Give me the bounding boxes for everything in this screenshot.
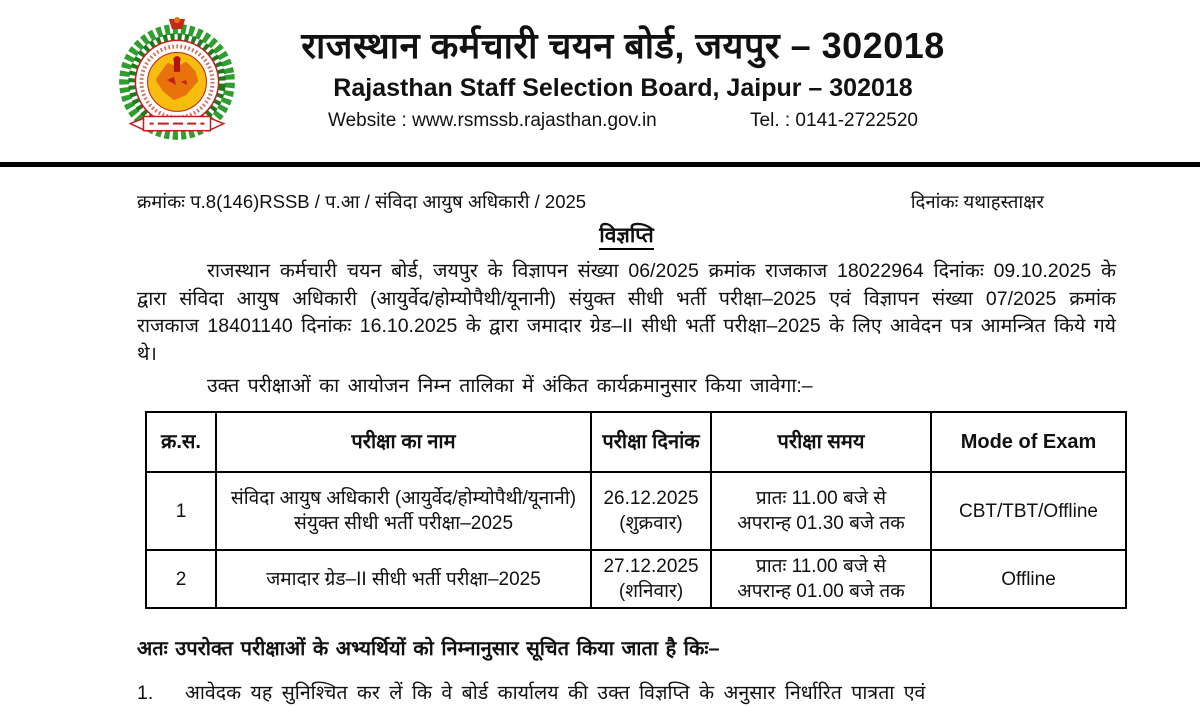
row2-exam-name: जमादार ग्रेड–II सीधी भर्ती परीक्षा–2025 <box>216 550 591 608</box>
table-row <box>146 550 1126 608</box>
website-label: Website : www.rsmssb.rajasthan.gov.in <box>327 110 657 131</box>
board-title-hindi: राजस्थान कर्मचारी चयन बोर्ड, जयपुर – 302018 <box>301 25 945 66</box>
instructions-intro: अतः उपरोक्त परीक्षाओं के अभ्यर्थियों को निम्नानुसार सूचित किया जाता है किः– <box>137 638 720 660</box>
row2-time-start: प्रातः 11.00 बजे से <box>755 556 887 577</box>
instruction-text: आवेदक यह सुनिश्चित कर लें कि वे बोर्ड कार्यालय की उक्त विज्ञप्ति के अनुसार निर्धारित पात्रता एवं <box>185 682 926 704</box>
document-body <box>0 167 1200 707</box>
notice-heading-text: विज्ञप्ति <box>599 224 653 250</box>
row1-exam-name: संविदा आयुष अधिकारी (आयुर्वेद/होम्योपैथी/यूनानी) संयुक्त सीधी भर्ती परीक्षा–2025 <box>216 472 591 550</box>
board-title-english: Rajasthan Staff Selection Board, Jaipur – 302018 <box>333 74 913 102</box>
row1-day: (शुक्रवार) <box>619 513 683 534</box>
header-exam-time: परीक्षा समय <box>711 412 931 472</box>
reference-row <box>137 189 1116 214</box>
notice-paragraph: राजस्थान कर्मचारी चयन बोर्ड, जयपुर के विज्ञापन संख्या 06/2025 क्रमांक राजकाज 18022964 दिनांकः 09.10.2025 के द्वारा संविदा आयुष अधिकारी (आयुर्वेद/होम्योपैथी/यूनानी) संयुक्त सीधी भर्ती परीक्षा–2025 एवं विज्ञापन संख्या 07/2025 क्रमांक राजकाज 18401140 दिनांकः 16.10.2025 के द्वारा जमादार ग्रेड–II सीधी भर्ती परीक्षा–2025 के लिए आवेदन पत्र आमन्त्रित किये गये थे। <box>137 260 1116 365</box>
row2-sno: 2 <box>146 550 216 608</box>
header-exam-date: परीक्षा दिनांक <box>591 412 711 472</box>
row1-sno: 1 <box>146 472 216 550</box>
table-header-row <box>146 412 1126 472</box>
header-exam-name: परीक्षा का नाम <box>216 412 591 472</box>
instruction-item-1 <box>137 680 1116 707</box>
instruction-number: 1. <box>137 682 154 704</box>
header-exam-mode: Mode of Exam <box>931 412 1126 472</box>
row2-time-end: अपरान्ह 01.00 बजे तक <box>737 581 905 602</box>
row1-time-end: अपरान्ह 01.30 बजे तक <box>737 513 905 534</box>
notice-heading <box>137 221 1116 249</box>
header-sno: क्र.स. <box>146 412 216 472</box>
row2-exam-date <box>591 550 711 608</box>
row1-exam-date <box>591 472 711 550</box>
reference-date: दिनांकः यथाहस्ताक्षर <box>910 191 1044 212</box>
row1-time-start: प्रातः 11.00 बजे से <box>755 488 887 509</box>
schedule-intro: उक्त परीक्षाओं का आयोजन निम्न तालिका में अंकित कार्यक्रमानुसार किया जावेगा:– <box>207 375 813 397</box>
row2-exam-mode: Offline <box>931 550 1126 608</box>
row2-day: (शनिवार) <box>618 581 684 602</box>
telephone-label: Tel. : 0141-2722520 <box>750 110 918 131</box>
row2-date: 27.12.2025 <box>603 556 699 577</box>
row2-exam-time <box>711 550 931 608</box>
exam-schedule-table <box>145 411 1127 609</box>
row1-date: 26.12.2025 <box>603 488 699 509</box>
reference-number: क्रमांकः प.8(146)RSSB / प.आ / संविदा आयुष अधिकारी / 2025 <box>137 191 587 212</box>
table-row <box>146 472 1126 550</box>
header <box>0 0 1200 132</box>
row1-exam-time <box>711 472 931 550</box>
rsmssb-emblem-icon <box>110 16 244 152</box>
row1-exam-mode: CBT/TBT/Offline <box>931 472 1126 550</box>
